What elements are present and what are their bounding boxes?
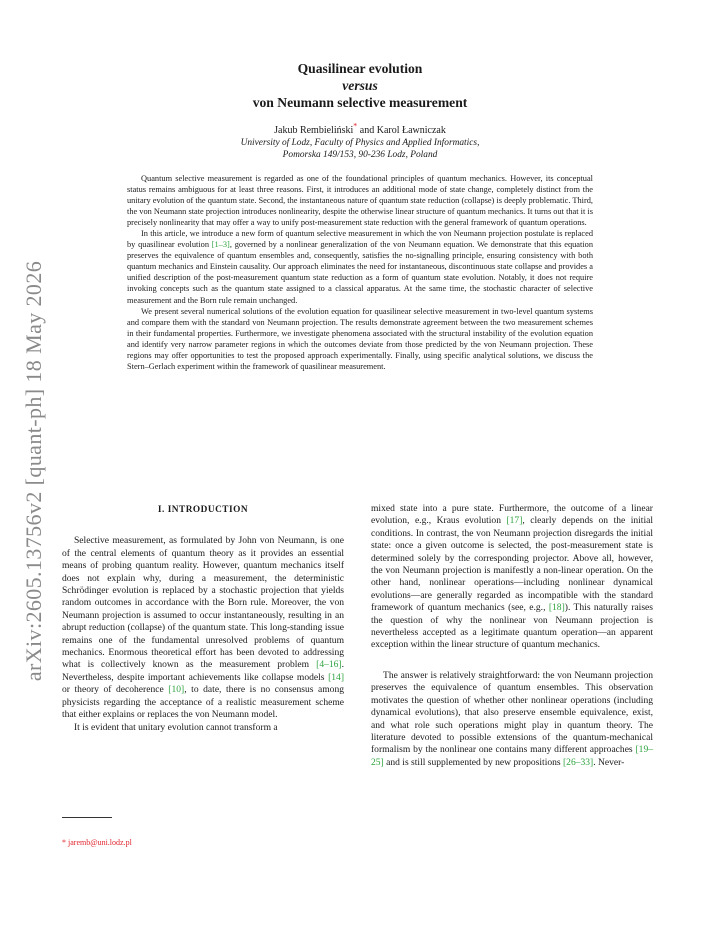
citation-link[interactable]: [19–25] xyxy=(371,744,653,768)
citation-link[interactable]: [10] xyxy=(168,684,185,696)
arxiv-stamp-text: arXiv:2605.13756v2 [quant-ph] 18 May 2026 xyxy=(21,260,47,682)
affiliation-line-1: University of Lodz, Faculty of Physics and Applied Informatics, xyxy=(240,138,480,148)
abstract-p2-text-b: , governed by a nonlinear generalization of the von Neumann equation. We demonstrate that this equation preserves the equivalence of quantum ensembles and, consequently, satisfies the no-signalling principle, ensuring consistency with both quantum mechanics and Einstein causality. Our approach eliminates the need for instantaneous, discontinuous state collapse and provides a unified description of the post-measurement quantum state reduction as a form of quantum state evolution. Notably, it does not require invoking concepts such as the quantum state assigned to a classical apparatus. At the same time, the stochastic character of selective measurement and the Born rule remain unchanged. xyxy=(127,240,593,305)
arxiv-stamp xyxy=(14,236,54,706)
intro-p1-text-b: . Nevertheless, despite important achievements like collapse models xyxy=(62,659,344,683)
footnote-marker[interactable]: * xyxy=(353,121,358,131)
citation-link[interactable]: [1–3] xyxy=(211,240,230,250)
paper-title xyxy=(100,60,620,111)
left-column xyxy=(62,504,344,734)
footnote-divider xyxy=(62,817,112,818)
title-line-1: Quasilinear evolution xyxy=(297,61,423,76)
intro-p4-text-a: The answer is relatively straightforward: the von Neumann projection preserves the equivalence of quantum ensembles. This observation motivates the question of whether other nonlinear operations (including dynamical evolutions), that also preserve ensemble equivalence, exist, and what role such operations might play in quantum theory. The literature devoted to possible extensions of the quantum-mechanical formalism by the nonlinear one contains many different approaches xyxy=(371,669,653,756)
intro-p3-text-b: , clearly depends on the initial conditions. In contrast, the von Neumann projection disregards the initial state: once a given outcome is selected, the post-measurement state is determined solely by the corresponding projector. Above all, however, the von Neumann projection is manifestly a non-linear operation. On the other hand, nonlinear operations—including nonlinear dynamical evolutions—are generally regarded as incompatible with the standard framework of quantum mechanics (see, e.g., xyxy=(371,515,654,614)
section-heading: I. INTRODUCTION xyxy=(157,505,249,515)
title-line-3: von Neumann selective measurement xyxy=(252,95,468,110)
abstract-paragraph-3: We present several numerical solutions of the evolution equation for quasilinear selective measurement in two-level quantum systems and compare them with the standard von Neumann projection. The results demonstrate agreement between the two measurement schemes in their fundamental properties. Furthermore, we investigate phenomena associated with the structural instability of the evolution equation and identify very narrow parameter regions in which the outcomes deviate from those predicted by the von Neumann projection. These regions may offer opportunities to test the proposed approach experimentally. Finally, using specific analytical solutions, we discuss the Stern–Gerlach experiment within the framework of quasilinear measurement. xyxy=(127,306,593,371)
author-1: Jakub Rembieliński xyxy=(274,125,354,136)
intro-p1-text-a: Selective measurement, as formulated by John von Neumann, is one of the central elements of quantum theory as it provides an essential means of probing quantum reality. However, quantum mechanics itself does not explain why, during a measurement, the deterministic Schrödinger evolution is replaced by a stochastic projection that yields random outcomes in accordance with the Born rule. Moreover, the von Neumann projection is assumed to occur instantaneously, resulting in an abrupt reduction (collapse) of the quantum state. This long-standing issue remains one of the fundamental unresolved problems of quantum mechanics. Enormous theoretical effort has been devoted to addressing what is collectively known as the measurement problem xyxy=(62,535,344,671)
title-block xyxy=(100,60,620,161)
author-2: Karol Ławniczak xyxy=(376,125,446,136)
affiliation-line-2: Pomorska 149/153, 90-236 Lodz, Poland xyxy=(282,150,438,160)
citation-link[interactable]: [4–16] xyxy=(316,659,342,671)
intro-paragraph-4 xyxy=(371,670,653,769)
footnote xyxy=(62,838,132,848)
title-line-versus: versus xyxy=(342,78,378,93)
right-column xyxy=(371,503,653,769)
author-conjunction: and xyxy=(357,125,377,136)
citation-link[interactable]: [17] xyxy=(506,515,523,527)
abstract-paragraph-2 xyxy=(127,228,593,305)
citation-link[interactable]: [26–33] xyxy=(563,756,594,768)
paragraph-gap xyxy=(371,652,653,670)
abstract-paragraph-1: Quantum selective measurement is regarded as one of the foundational principles of quantum mechanics. However, its conceptual status remains ambiguous for at least three reasons. First, it introduces an additional mode of state change, completely distinct from the unitary evolution of the quantum state. Second, the instantaneous nature of quantum state reduction (collapse) is deeply problematic. Third, the von Neumann state projection introduces nonlinearity, despite the otherwise linear structure of quantum mechanics. It turns out that it is precisely nonlinearity that may offer a way to unify post-measurement state reduction with the general framework of quantum operations. xyxy=(127,174,593,228)
citation-link[interactable]: [14] xyxy=(328,671,344,683)
intro-p1-text-d: , to date, there is no consensus among physicists regarding the acceptance of a realistic measurement scheme that either explains or replaces the von Neumann model. xyxy=(62,684,345,721)
footnote-marker: * xyxy=(62,838,66,847)
intro-p3-text-c: ). This naturally raises the question of why the nonlinear von Neumann projection is nevertheless accepted as a legitimate quantum operation—an apparent exception within the linear structure of quantum mechanics. xyxy=(371,602,653,651)
intro-p4-text-c: . Never- xyxy=(593,756,625,768)
email-link[interactable]: jaremb@uni.lodz.pl xyxy=(68,838,132,847)
citation-link[interactable]: [18] xyxy=(548,602,565,614)
intro-p4-text-b: and is still supplemented by new propositions xyxy=(383,756,563,768)
intro-paragraph-2: It is evident that unitary evolution cannot transform a xyxy=(74,721,278,733)
intro-p1-text-c: or theory of decoherence xyxy=(62,684,169,696)
intro-paragraph-1 xyxy=(62,535,344,721)
author-list xyxy=(100,121,620,137)
abstract xyxy=(127,173,593,372)
abstract-p2-text-a: In this article, we introduce a new form of quantum selective measurement in which the von Neumann projection postulate is replaced by quasilinear evolution xyxy=(127,229,593,250)
intro-p3-text-a: mixed state into a pure state. Furthermore, the outcome of a linear evolution, e.g., Kraus evolution xyxy=(371,503,653,527)
intro-paragraph-3 xyxy=(371,503,653,652)
